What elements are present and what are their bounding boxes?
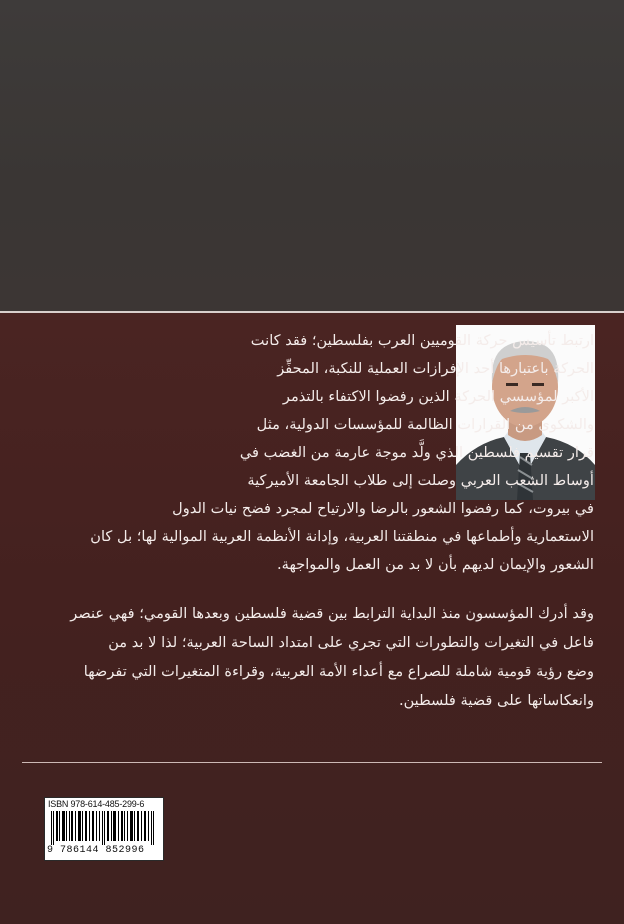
text-line: قرار تقسيم فلسطين الذي ولَّد موجة عارمة من الغضب في [239, 444, 594, 461]
text-line: الشعور والإيمان لديهم بأن لا بد من العمل والمواجهة. [277, 556, 594, 573]
bottom-divider-line [22, 762, 602, 763]
text-line: وانعكاساتها على قضية فلسطين. [398, 692, 594, 709]
text-line: في بيروت، كما رفضوا الشعور بالرضا والارتياح لمجرد فضح نيات الدول [172, 500, 594, 517]
text-line: وقد أدرك المؤسسون منذ البداية الترابط بين قضية فلسطين وبعدها القومي؛ فهي عنصر [70, 605, 594, 622]
text-line: وضع رؤية قومية شاملة للصراع مع أعداء الأمة العربية، وقراءة المتغيرات التي تفرضها [83, 663, 594, 680]
cover-top-band [0, 0, 624, 312]
text-line: ارتبط تأسيس حركة القوميين العرب بفلسطين؛ فقد كانت [250, 332, 594, 349]
isbn-label: ISBN 978-614-485-299-6 [48, 799, 145, 809]
text-line: الحركة باعتبارها أحد الإفرازات العملية للنكبة، المحفِّز [277, 360, 594, 377]
text-line: الاستعمارية وأطماعها في منطقتنا العربية، وإدانة الأنظمة العربية الموالية لها؛ بل كان [90, 528, 594, 545]
text-line: أوساط الشعب العربي وصلت إلى طلاب الجامعة الأميركية [247, 472, 594, 489]
isbn-barcode [44, 797, 164, 861]
text-line: فاعل في التغيرات والتطورات التي تجري على امتداد الساحة العربية؛ لذا لا بد من [108, 634, 594, 651]
barcode-bars-icon [51, 811, 157, 845]
text-line: الأكبر لمؤسسي الحركة الذين رفضوا الاكتفاء بالتذمر [282, 388, 594, 405]
barcode-digits: 9 786144 852996 [47, 845, 145, 856]
text-line: والشكوى من القرارات الظالمة للمؤسسات الدولية، مثل [256, 416, 594, 433]
